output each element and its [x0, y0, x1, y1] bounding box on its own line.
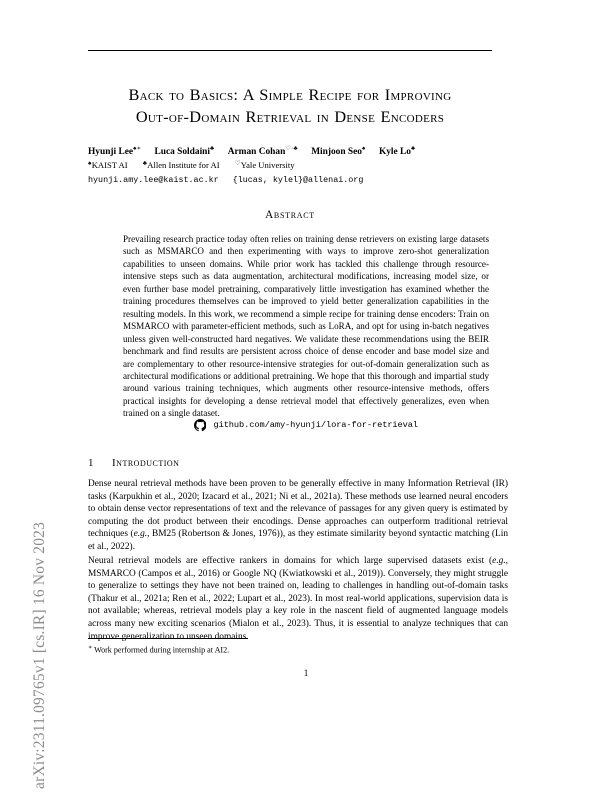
repository-url[interactable]: github.com/amy-hyunji/lora-for-retrieval	[213, 420, 419, 431]
affiliation-list	[88, 159, 492, 173]
author-entry	[379, 147, 415, 157]
abstract-heading: Abstract	[265, 209, 315, 221]
author-block	[88, 143, 492, 188]
arxiv-stamp-text: arXiv:2311.09765v1 [cs.IR] 16 Nov 2023	[31, 521, 48, 789]
author-name: Kyle Lo	[378, 147, 411, 158]
affiliation-entry	[143, 160, 222, 170]
email-secondary: {lucas, kylel}@allenai.org	[232, 175, 364, 186]
author-affiliation-mark: ♣	[410, 145, 416, 152]
affiliation-name: Allen Institute for AI	[147, 160, 220, 171]
affiliation-name: Yale University	[240, 160, 295, 171]
author-name: Arman Cohan	[227, 147, 286, 158]
author-affiliation-mark: ♠	[362, 145, 366, 152]
affiliation-mark: ♡	[234, 160, 241, 168]
author-entry	[88, 147, 144, 157]
repository-link[interactable]	[123, 419, 489, 432]
page-number: 1	[303, 668, 309, 678]
footnote-text-row	[88, 643, 508, 656]
footnote-rule	[88, 638, 248, 639]
intro-paragraph-1	[88, 478, 508, 554]
author-names	[88, 143, 492, 159]
paragraph-text-cont: BM25 (Robertson & Jones, 1976)), as they estimate similarity beyond syntactic matching (Lin et al., 2022).	[88, 529, 509, 552]
author-name: Luca Soldaini	[154, 147, 210, 158]
paragraph-emphasis: e.g.,	[492, 556, 508, 566]
paragraph-text-cont: MSMARCO (Campos et al., 2016) or Google NQ (Kwiatkowski et al., 2019)). Conversely, they might struggle to generalize to settings they have not been trained on, leading to challenges in handling out-of-domain tasks (Thakur et al., 2021a; Ren et al., 2022; Lupart et al., 2023). In most real-world applications, supervision data is not available; whereas, retrieval models play a key role in the nascent field of augmented language models across many new exciting scenarios (Mialon et al., 2023). Thus, it is essential to analyze techniques that can improve generalization to unseen domains.	[88, 568, 508, 642]
affiliation-mark: ♣	[142, 160, 148, 168]
affiliation-mark: ♠	[88, 160, 92, 168]
header-rule	[88, 50, 492, 51]
author-affiliation-mark: ♠∗	[133, 145, 142, 152]
intro-paragraph-2	[88, 555, 508, 643]
email-primary: hyunji.amy.lee@kaist.ac.kr	[88, 175, 219, 186]
author-entry	[228, 147, 300, 157]
github-icon	[194, 419, 207, 432]
affiliation-name: KAIST AI	[91, 160, 128, 171]
title-line-2: Out-of-Domain Retrieval in Dense Encoders	[135, 106, 445, 126]
footnote	[88, 638, 508, 656]
paragraph-text: Dense neural retrieval methods have been proven to be generally effective in many Information Retrieval (IR) tasks (Karpukhin et al., 2020; Izacard et al., 2021; Ni et al., 2021a). These methods use learned neural encoders to obtain dense vector representations of text and the relevance of passages for any given query is estimated by computing the dot product between their encodings. Dense approaches can outperform traditional retrieval techniques (	[88, 479, 508, 540]
abstract-body: Prevailing research practice today often relies on training dense retrievers on existing large datasets such as MSMARCO and then experimenting with ways to improve zero-shot generalization capabilities to unseen domains. While prior work has tackled this challenge through resource-intensive steps such as data augmentation, architectural modifications, increasing model size, or even further base model pretraining, comparatively little investigation has examined whether the training procedures themselves can be improved to yield better generalization capabilities in the resulting models. In this work, we recommend a simple recipe for training dense encoders: Train on MSMARCO with parameter-efficient methods, such as LoRA, and opt for using in-batch negatives unless given well-constructed hard negatives. We validate these recommendations using the BEIR benchmark and find results are persistent across choice of dense encoder and base model size and are complementary to other resource-intensive strategies for out-of-domain generalization such as architectural modifications or additional pretraining. We hope that this thorough and impartial study around various training techniques, which augments other resource-intensive methods, offers practical insights for developing a dense retrieval model that effectively generalizes, even when trained on a single dataset.	[123, 234, 489, 419]
author-name: Minjoon Seo	[311, 147, 362, 158]
section-heading-introduction	[88, 457, 508, 469]
author-affiliation-mark: ♡·♣	[285, 145, 298, 152]
author-entry	[155, 147, 217, 157]
author-affiliation-mark: ♣	[210, 145, 215, 152]
title-line-1: Back to Basics: A Simple Recipe for Improving	[128, 85, 452, 104]
footnote-mark: ∗	[88, 644, 93, 651]
affiliation-entry	[235, 160, 295, 170]
author-emails	[88, 174, 492, 188]
author-name: Hyunji Lee	[88, 147, 134, 158]
affiliation-entry	[88, 160, 130, 170]
section-number: 1	[88, 457, 94, 469]
footnote-text: Work performed during internship at AI2.	[94, 645, 230, 655]
paragraph-text: Neural retrieval models are effective rankers in domains for which large supervised datasets exist (	[88, 556, 493, 566]
page-title	[88, 84, 492, 127]
paragraph-emphasis: e.g.,	[133, 529, 150, 540]
section-title: Introduction	[112, 457, 180, 469]
author-entry	[311, 147, 368, 157]
